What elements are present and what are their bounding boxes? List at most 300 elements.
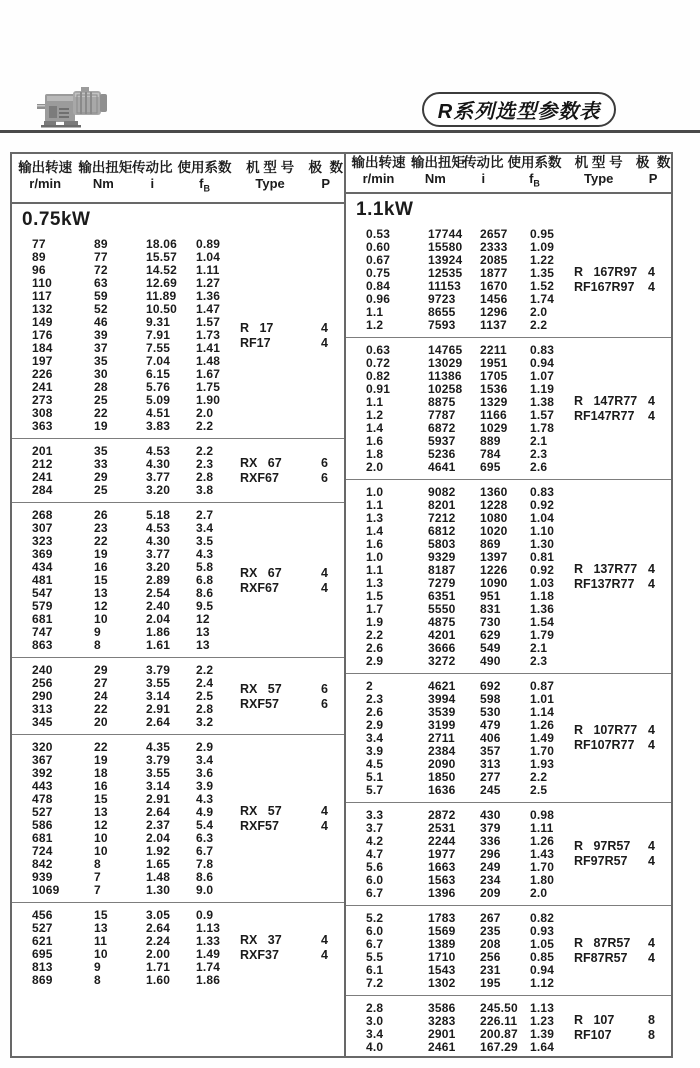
- table-cell: 59: [94, 289, 108, 303]
- table-cell: 1226: [480, 562, 508, 577]
- table-cell: 4.51: [146, 406, 171, 420]
- table-cell: 1397: [480, 549, 508, 564]
- table-cell: 212: [32, 457, 53, 471]
- table-cell: 1.6: [366, 536, 384, 551]
- table-cell: 1.12: [530, 975, 555, 990]
- table-cell: 1.23: [530, 1013, 555, 1028]
- table-cell: 406: [480, 730, 501, 745]
- table-cell: 1.2: [366, 317, 384, 332]
- table-cell: 35: [94, 444, 108, 458]
- table-cell: 1.14: [530, 704, 555, 719]
- pole-count: 4: [321, 933, 328, 947]
- table-cell: 4.3: [196, 547, 214, 561]
- table-cell: 1329: [480, 394, 508, 409]
- table-cell: 249: [480, 859, 501, 874]
- table-cell: 0.83: [530, 484, 555, 499]
- table-cell: 2384: [428, 743, 456, 758]
- model-type: RXF67: [240, 471, 279, 485]
- table-cell: 579: [32, 599, 53, 613]
- table-cell: 1536: [480, 381, 508, 396]
- pole-count: 6: [321, 696, 328, 711]
- table-cell: 12: [196, 612, 210, 626]
- model-type-line: [574, 394, 667, 408]
- table-cell: 2.04: [146, 612, 171, 626]
- table-cell: 13: [94, 805, 108, 819]
- table-cell: 2.2: [196, 444, 214, 458]
- table-cell: 241: [32, 470, 53, 484]
- table-cell: 1.0: [366, 549, 384, 564]
- pole-count: 6: [321, 471, 328, 485]
- table-cell: 2.91: [146, 702, 171, 716]
- gear-motor-image: [36, 82, 116, 130]
- model-type-group: [240, 503, 340, 657]
- model-type-group: [240, 903, 340, 992]
- table-cell: 89: [32, 250, 46, 264]
- table-cell: 3666: [428, 640, 456, 655]
- model-type: RX 67: [240, 565, 282, 580]
- table-cell: 547: [32, 586, 53, 600]
- table-cell: 2.2: [196, 663, 214, 677]
- table-cell: 37: [94, 341, 108, 355]
- table-cell: 1563: [428, 872, 456, 887]
- table-cell: 3272: [428, 653, 456, 668]
- table-cell: 456: [32, 908, 53, 922]
- table-cell: 4.30: [146, 534, 171, 548]
- table-cell: 1.93: [530, 756, 555, 771]
- table-cell: 549: [480, 640, 501, 655]
- header-divider-rule: [0, 130, 700, 133]
- model-type-group: [574, 480, 667, 673]
- table-cell: 3.4: [196, 753, 214, 767]
- table-cell: 5.1: [366, 769, 384, 784]
- table-cell: 5937: [428, 433, 456, 448]
- table-cell: 1.57: [196, 315, 221, 329]
- table-cell: 1.26: [530, 833, 555, 848]
- table-cell: 8875: [428, 394, 456, 409]
- table-cell: 430: [480, 807, 501, 822]
- pole-count: 6: [321, 456, 328, 470]
- table-cell: 0.82: [366, 368, 391, 383]
- model-type-line: [240, 581, 340, 595]
- table-cell: 1.0: [366, 484, 384, 499]
- table-cell: 1.04: [530, 510, 555, 525]
- model-type-group: [240, 439, 340, 502]
- table-cell: 256: [32, 676, 53, 690]
- table-cell: 1360: [480, 484, 508, 499]
- table-cell: 2.2: [530, 317, 548, 332]
- table-cell: 7279: [428, 575, 456, 590]
- table-cell: 29: [94, 470, 108, 484]
- table-cell: 13: [94, 586, 108, 600]
- table-cell: 1.6: [366, 433, 384, 448]
- model-type-line: [240, 682, 340, 696]
- table-cell: 273: [32, 393, 53, 407]
- model-type-line: [240, 697, 340, 711]
- table-block: [346, 222, 671, 337]
- table-cell: 46: [94, 315, 108, 329]
- table-cell: 3.8: [196, 483, 214, 497]
- table-cell: 1.70: [530, 859, 555, 874]
- table-cell: 379: [480, 820, 501, 835]
- model-type-line: [574, 280, 667, 294]
- table-cell: 14765: [428, 342, 463, 357]
- table-cell: 4621: [428, 678, 456, 693]
- table-cell: 3283: [428, 1013, 456, 1028]
- table-cell: 3.55: [146, 676, 171, 690]
- table-cell: 1.49: [196, 947, 221, 961]
- model-type: R 107R77: [574, 723, 638, 738]
- table-cell: 176: [32, 328, 53, 342]
- table-cell: 231: [480, 962, 501, 977]
- model-type-line: [240, 933, 340, 947]
- table-cell: 2.8: [196, 470, 214, 484]
- table-cell: 12: [94, 818, 108, 832]
- table-cell: 117: [32, 289, 52, 303]
- table-cell: 8: [94, 638, 101, 652]
- table-cell: 1.75: [196, 380, 221, 394]
- table-cell: 2.6: [530, 459, 548, 474]
- table-cell: 22: [94, 702, 108, 716]
- table-cell: 245: [480, 782, 501, 797]
- table-cell: 6.8: [196, 573, 214, 587]
- table-cell: 4.53: [146, 444, 171, 458]
- table-cell: 226.11: [480, 1013, 518, 1028]
- table-cell: 6.7: [196, 844, 214, 858]
- table-cell: 2244: [428, 833, 456, 848]
- table-cell: 2.3: [366, 691, 384, 706]
- table-cell: 313: [480, 756, 501, 771]
- table-cell: 0.81: [530, 549, 555, 564]
- table-cell: 167.29: [480, 1039, 518, 1054]
- table-cell: 357: [480, 743, 501, 758]
- model-type: RX 57: [240, 681, 282, 696]
- table-block: [346, 479, 671, 673]
- table-cell: 1.79: [530, 627, 555, 642]
- header-col-speed: 输出转速 r/min: [351, 155, 406, 186]
- table-cell: 22: [94, 406, 108, 420]
- table-cell: 15: [94, 792, 108, 806]
- table-cell: 1.73: [196, 328, 221, 342]
- table-cell: 2333: [480, 239, 508, 254]
- table-cell: 1.9: [366, 614, 384, 629]
- table-cell: 5550: [428, 601, 456, 616]
- table-cell: 0.94: [530, 962, 555, 977]
- pole-count: 4: [648, 723, 655, 738]
- table-cell: 1705: [480, 368, 508, 383]
- table-cell: 730: [480, 614, 501, 629]
- table-cell: 308: [32, 406, 53, 420]
- table-cell: 2657: [480, 226, 508, 241]
- table-cell: 0.92: [530, 497, 555, 512]
- table-cell: 1.27: [196, 276, 221, 290]
- model-type-line: [574, 854, 667, 868]
- table-cell: 1.80: [530, 872, 555, 887]
- table-cell: 869: [480, 536, 501, 551]
- table-cell: 17744: [428, 226, 463, 241]
- pole-count: 8: [648, 1027, 655, 1042]
- table-cell: 3.9: [366, 743, 384, 758]
- table-half-left: [12, 154, 346, 1056]
- table-cell: 30: [94, 367, 108, 381]
- table-cell: 19: [94, 419, 108, 433]
- table-cell: 1396: [428, 885, 456, 900]
- table-cell: 1.8: [366, 446, 384, 461]
- table-cell: 4.3: [196, 792, 214, 806]
- table-cell: 1951: [480, 355, 508, 370]
- table-cell: 0.53: [366, 226, 391, 241]
- model-type: RF17: [240, 335, 271, 350]
- table-cell: 2.3: [530, 653, 548, 668]
- table-cell: 3994: [428, 691, 456, 706]
- table-cell: 29: [94, 663, 108, 677]
- table-cell: 2.8: [366, 1000, 384, 1015]
- table-cell: 2085: [480, 252, 508, 267]
- table-cell: 1.52: [530, 278, 555, 293]
- table-block: [346, 802, 671, 905]
- table-cell: 9.0: [196, 883, 214, 897]
- model-type: RXF67: [240, 580, 279, 595]
- model-type-line: [574, 1028, 667, 1042]
- table-cell: 296: [480, 846, 501, 861]
- table-cell: 2.9: [366, 717, 384, 732]
- table-cell: 1.1: [366, 497, 384, 512]
- header-col-torque: 输出扭矩 Nm: [411, 155, 465, 186]
- model-type: RF107: [574, 1027, 612, 1042]
- table-cell: 1.1: [366, 562, 384, 577]
- pole-count: 4: [648, 935, 655, 950]
- header-col-type: 机 型 号 Type: [246, 160, 295, 192]
- table-cell: 1.57: [530, 407, 555, 422]
- table-cell: 209: [480, 885, 501, 900]
- table-cell: 2.3: [196, 457, 214, 471]
- table-cell: 1.3: [366, 575, 384, 590]
- pole-count: 6: [321, 681, 328, 696]
- table-cell: 1.33: [196, 934, 221, 948]
- table-cell: 197: [32, 354, 53, 368]
- table-cell: 11: [94, 934, 108, 948]
- table-block: [12, 502, 344, 657]
- table-cell: 0.96: [366, 291, 391, 306]
- table-cell: 1.60: [146, 973, 171, 987]
- table-cell: 77: [32, 237, 46, 251]
- table-cell: 3.79: [146, 753, 171, 767]
- table-cell: 3586: [428, 1000, 456, 1015]
- table-cell: 0.98: [530, 807, 555, 822]
- model-type: R 137R77: [574, 561, 638, 576]
- table-cell: 530: [480, 704, 501, 719]
- model-type-group: [574, 906, 667, 995]
- table-cell: 28: [94, 380, 108, 394]
- pole-count: 4: [648, 561, 655, 576]
- table-cell: 5.18: [146, 508, 171, 522]
- table-cell: 1.49: [530, 730, 555, 745]
- table-cell: 1850: [428, 769, 456, 784]
- table-cell: 1.01: [530, 691, 555, 706]
- table-cell: 586: [32, 818, 53, 832]
- table-cell: 479: [480, 717, 501, 732]
- model-type: R 147R77: [574, 393, 638, 408]
- table-cell: 3.20: [146, 483, 171, 497]
- table-cell: 0.89: [196, 237, 221, 251]
- table-cell: 1456: [480, 291, 508, 306]
- model-type: RX 57: [240, 804, 282, 818]
- table-cell: 831: [480, 601, 501, 616]
- table-cell: 1.04: [196, 250, 221, 264]
- table-cell: 1.11: [196, 263, 220, 277]
- table-cell: 951: [480, 588, 501, 603]
- page-title: R系列选型参数表: [422, 92, 616, 127]
- table-cell: 7787: [428, 407, 456, 422]
- table-cell: 208: [480, 936, 501, 951]
- table-cell: 5.09: [146, 393, 171, 407]
- table-cell: 1.90: [196, 393, 221, 407]
- table-half-right: [346, 154, 671, 1056]
- table-cell: 2.3: [530, 446, 548, 461]
- table-cell: 747: [32, 625, 53, 639]
- table-cell: 11386: [428, 368, 462, 383]
- table-header-left: [12, 154, 344, 204]
- table-cell: 2.37: [146, 818, 171, 832]
- model-type-line: [240, 321, 340, 335]
- table-cell: 3539: [428, 704, 456, 719]
- table-cell: 1.47: [196, 302, 221, 316]
- table-cell: 89: [94, 237, 108, 251]
- table-cell: 7.2: [366, 975, 384, 990]
- table-cell: 184: [32, 341, 53, 355]
- table-cell: 2090: [428, 756, 456, 771]
- table-cell: 2.54: [146, 586, 171, 600]
- table-cell: 9329: [428, 549, 456, 564]
- table-cell: 1069: [32, 883, 60, 897]
- table-cell: 1166: [480, 407, 507, 422]
- table-cell: 1710: [428, 949, 456, 964]
- table-cell: 1.05: [530, 936, 555, 951]
- table-cell: 1.07: [530, 368, 555, 383]
- table-cell: 63: [94, 276, 108, 290]
- table-cell: 7.55: [146, 341, 171, 355]
- table-cell: 10258: [428, 381, 463, 396]
- table-cell: 1977: [428, 846, 456, 861]
- table-cell: 1080: [480, 510, 508, 525]
- table-cell: 1.48: [146, 870, 171, 884]
- table-cell: 2.40: [146, 599, 171, 613]
- table-cell: 1.78: [530, 420, 555, 435]
- table-cell: 8.6: [196, 870, 214, 884]
- table-cell: 3.3: [366, 807, 384, 822]
- table-cell: 1.38: [530, 394, 555, 409]
- table-cell: 0.94: [530, 355, 555, 370]
- table-cell: 3.79: [146, 663, 171, 677]
- table-cell: 0.87: [530, 678, 555, 693]
- table-cell: 3.4: [196, 521, 214, 535]
- model-type-line: [574, 265, 667, 279]
- pole-count: 4: [648, 279, 655, 294]
- table-cell: 1.70: [530, 743, 555, 758]
- pole-count: 8: [648, 1012, 655, 1027]
- table-cell: 13924: [428, 252, 463, 267]
- table-cell: 2.9: [366, 653, 384, 668]
- table-cell: 1.1: [366, 304, 384, 319]
- table-cell: 15.57: [146, 250, 178, 264]
- table-cell: 4.9: [196, 805, 214, 819]
- model-type: R 87R57: [574, 935, 631, 950]
- model-type: RF107R77: [574, 738, 635, 753]
- table-cell: 2901: [428, 1026, 456, 1041]
- table-cell: 9.5: [196, 599, 214, 613]
- model-type-group: [574, 338, 667, 479]
- table-cell: 695: [32, 947, 53, 961]
- table-cell: 5.6: [366, 859, 384, 874]
- table-cell: 13029: [428, 355, 463, 370]
- table-cell: 9.31: [146, 315, 171, 329]
- table-cell: 3.5: [196, 534, 214, 548]
- model-type: R 17: [240, 320, 274, 335]
- table-cell: 4.35: [146, 740, 171, 754]
- table-block: [12, 438, 344, 502]
- table-cell: 2.0: [530, 304, 548, 319]
- table-cell: 681: [32, 612, 53, 626]
- table-cell: 6812: [428, 523, 456, 538]
- table-cell: 2: [366, 678, 373, 693]
- table-cell: 0.84: [366, 278, 391, 293]
- table-block: [346, 995, 671, 1059]
- table-cell: 1.86: [146, 625, 171, 639]
- table-cell: 1296: [480, 304, 508, 319]
- table-cell: 3199: [428, 717, 456, 732]
- model-type: R 97R57: [574, 839, 631, 854]
- table-cell: 1.86: [196, 973, 221, 987]
- model-type-line: [240, 948, 340, 962]
- table-cell: 1.65: [146, 857, 171, 871]
- pole-count: 4: [648, 393, 655, 408]
- table-cell: 1543: [428, 962, 456, 977]
- pole-count: 4: [648, 950, 655, 965]
- table-cell: 481: [32, 573, 53, 587]
- table-cell: 3.6: [196, 766, 214, 780]
- model-type-line: [240, 336, 340, 350]
- parameter-table: [10, 152, 673, 1058]
- table-cell: 1.19: [530, 381, 555, 396]
- table-cell: 345: [32, 715, 53, 729]
- table-cell: 1.2: [366, 407, 384, 422]
- model-type: R 167R97: [574, 264, 638, 279]
- table-cell: 2.64: [146, 921, 171, 935]
- model-type: R 107: [574, 1012, 615, 1027]
- table-cell: 629: [480, 627, 501, 642]
- table-cell: 0.82: [530, 910, 555, 925]
- table-cell: 4641: [428, 459, 456, 474]
- table-cell: 25: [94, 483, 108, 497]
- table-cell: 14.52: [146, 263, 178, 277]
- table-cell: 2.2: [530, 769, 548, 784]
- table-cell: 1877: [480, 265, 508, 280]
- table-cell: 20: [94, 715, 108, 729]
- table-cell: 2.6: [366, 640, 384, 655]
- table-cell: 0.9: [196, 908, 214, 922]
- model-type: RF87R57: [574, 950, 628, 965]
- table-cell: 18: [94, 766, 108, 780]
- table-cell: 10.50: [146, 302, 178, 316]
- table-cell: 4201: [428, 627, 456, 642]
- table-cell: 0.67: [366, 252, 391, 267]
- table-cell: 27: [94, 676, 108, 690]
- model-type-line: [574, 562, 667, 576]
- model-type: RF167R97: [574, 279, 635, 294]
- table-cell: 1.4: [366, 523, 384, 538]
- pole-count: 4: [648, 264, 655, 279]
- table-cell: 3.77: [146, 547, 171, 561]
- table-cell: 478: [32, 792, 53, 806]
